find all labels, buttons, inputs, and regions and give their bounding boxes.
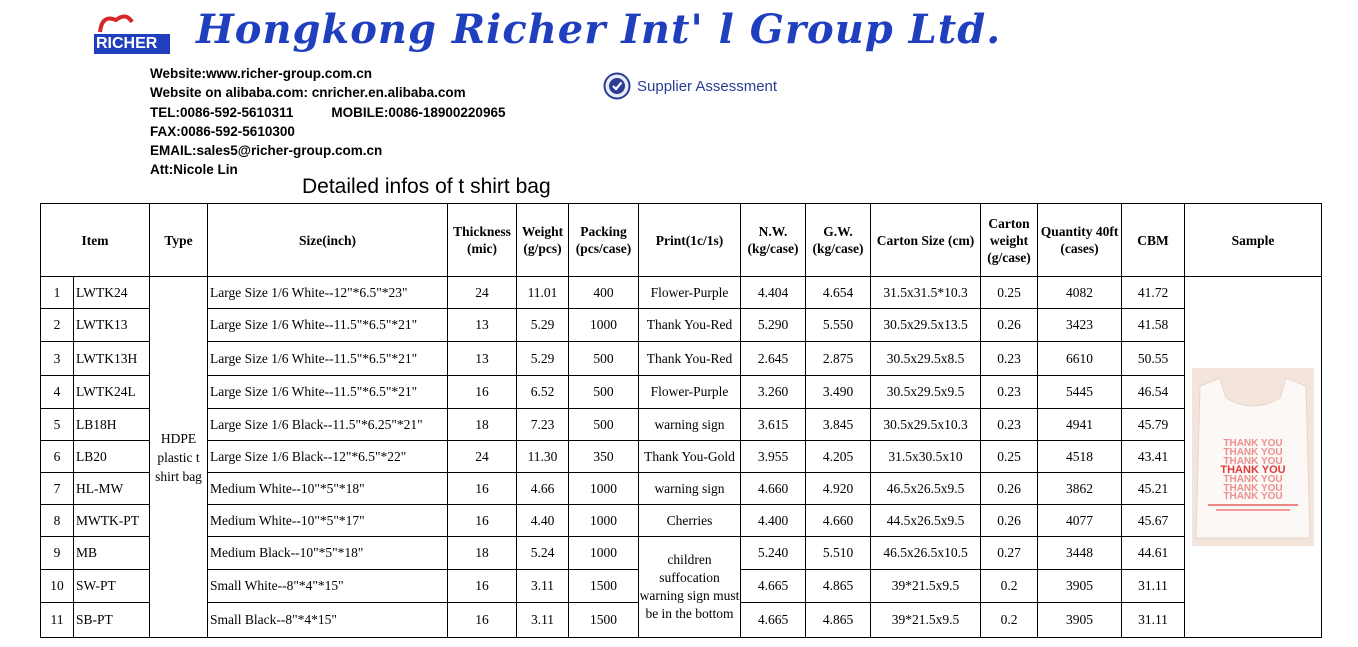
phone-line: [150, 103, 505, 122]
weight-cell: 11.30: [517, 441, 569, 473]
packing-cell: 400: [569, 277, 639, 309]
print-cell: Thank You-Gold: [639, 441, 741, 473]
cbm-cell: 43.41: [1122, 441, 1185, 473]
row-number: 1: [41, 277, 74, 309]
thickness-cell: 16: [448, 376, 517, 409]
print-cell: Cherries: [639, 505, 741, 537]
size-cell: Large Size 1/6 White--11.5"*6.5"*21": [208, 342, 448, 376]
nw-cell: 4.404: [741, 277, 806, 309]
gw-cell: 4.920: [806, 473, 871, 505]
packing-cell: 1000: [569, 537, 639, 570]
packing-cell: 1500: [569, 603, 639, 638]
header-carton-size: Carton Size (cm): [871, 204, 981, 277]
nw-cell: 4.665: [741, 570, 806, 603]
size-cell: Medium White--10"*5"*18": [208, 473, 448, 505]
header-gw: G.W. (kg/case): [806, 204, 871, 277]
quantity-cell: 5445: [1038, 376, 1122, 409]
row-number: 3: [41, 342, 74, 376]
thickness-cell: 24: [448, 277, 517, 309]
cbm-cell: 31.11: [1122, 570, 1185, 603]
packing-cell: 1500: [569, 570, 639, 603]
table-header-row: [41, 204, 1322, 277]
cbm-cell: 41.58: [1122, 309, 1185, 342]
table-row: [41, 441, 1322, 473]
item-code: LWTK13H: [74, 342, 150, 376]
carton-size-cell: 39*21.5x9.5: [871, 570, 981, 603]
packing-cell: 1000: [569, 505, 639, 537]
gw-cell: 4.205: [806, 441, 871, 473]
carton-weight-cell: 0.26: [981, 309, 1038, 342]
carton-weight-cell: 0.2: [981, 570, 1038, 603]
gw-cell: 5.510: [806, 537, 871, 570]
nw-cell: 4.665: [741, 603, 806, 638]
weight-cell: 4.40: [517, 505, 569, 537]
sample-bag-print: THANK YOU: [1223, 447, 1283, 458]
row-number: 10: [41, 570, 74, 603]
item-code: LWTK13: [74, 309, 150, 342]
carton-weight-cell: 0.25: [981, 441, 1038, 473]
header-quantity: Quantity 40ft (cases): [1038, 204, 1122, 277]
packing-cell: 1000: [569, 473, 639, 505]
weight-cell: 6.52: [517, 376, 569, 409]
gw-cell: 4.865: [806, 570, 871, 603]
weight-cell: 5.24: [517, 537, 569, 570]
sample-cell: [1185, 277, 1322, 638]
carton-size-cell: 31.5x30.5x10: [871, 441, 981, 473]
row-number: 9: [41, 537, 74, 570]
mobile-text: MOBILE:0086-18900220965: [331, 104, 506, 120]
table-row: [41, 342, 1322, 376]
header-print: Print(1c/1s): [639, 204, 741, 277]
nw-cell: 3.955: [741, 441, 806, 473]
packing-cell: 1000: [569, 309, 639, 342]
row-number: 8: [41, 505, 74, 537]
supplier-assessment-label: Supplier Assessment: [637, 77, 778, 95]
size-cell: Small Black--8"*4*15": [208, 603, 448, 638]
cbm-cell: 31.11: [1122, 603, 1185, 638]
carton-weight-cell: 0.23: [981, 376, 1038, 409]
sample-bag-print: THANK YOU: [1223, 438, 1283, 449]
gw-cell: 4.660: [806, 505, 871, 537]
gw-cell: 5.550: [806, 309, 871, 342]
size-cell: Large Size 1/6 White--12"*6.5"*23": [208, 277, 448, 309]
print-cell: Flower-Purple: [639, 277, 741, 309]
gw-cell: 2.875: [806, 342, 871, 376]
gw-cell: 3.845: [806, 409, 871, 441]
print-cell: warning sign: [639, 473, 741, 505]
sample-bag-print: THANK YOU: [1220, 464, 1286, 476]
email-line: EMAIL:sales5@richer-group.com.cn: [150, 143, 383, 159]
alibaba-line: Website on alibaba.com: cnricher.en.alibaba.com: [150, 85, 466, 101]
carton-size-cell: 30.5x29.5x13.5: [871, 309, 981, 342]
carton-size-cell: 30.5x29.5x9.5: [871, 376, 981, 409]
cbm-cell: 45.21: [1122, 473, 1185, 505]
carton-size-cell: 46.5x26.5x9.5: [871, 473, 981, 505]
packing-cell: 500: [569, 342, 639, 376]
thickness-cell: 13: [448, 309, 517, 342]
size-cell: Small White--8"*4"*15": [208, 570, 448, 603]
print-cell: Thank You-Red: [639, 342, 741, 376]
nw-cell: 2.645: [741, 342, 806, 376]
size-cell: Medium Black--10"*5"*18": [208, 537, 448, 570]
carton-weight-cell: 0.26: [981, 505, 1038, 537]
nw-cell: 5.290: [741, 309, 806, 342]
row-number: 4: [41, 376, 74, 409]
header-packing: Packing (pcs/case): [569, 204, 639, 277]
table-row: [41, 537, 1322, 570]
carton-size-cell: 44.5x26.5x9.5: [871, 505, 981, 537]
quantity-cell: 4941: [1038, 409, 1122, 441]
size-cell: Large Size 1/6 White--11.5"*6.5"*21": [208, 376, 448, 409]
gw-cell: 4.865: [806, 603, 871, 638]
richer-logo: [92, 8, 172, 58]
thickness-cell: 16: [448, 603, 517, 638]
table-row: [41, 505, 1322, 537]
carton-weight-cell: 0.23: [981, 409, 1038, 441]
thickness-cell: 13: [448, 342, 517, 376]
thickness-cell: 16: [448, 505, 517, 537]
carton-weight-cell: 0.2: [981, 603, 1038, 638]
weight-cell: 5.29: [517, 342, 569, 376]
carton-weight-cell: 0.27: [981, 537, 1038, 570]
nw-cell: 4.400: [741, 505, 806, 537]
item-code: LWTK24: [74, 277, 150, 309]
carton-weight-cell: 0.25: [981, 277, 1038, 309]
print-cell: warning sign: [639, 409, 741, 441]
carton-size-cell: 30.5x29.5x10.3: [871, 409, 981, 441]
nw-cell: 4.660: [741, 473, 806, 505]
quantity-cell: 3423: [1038, 309, 1122, 342]
size-cell: Large Size 1/6 White--11.5"*6.5"*21": [208, 309, 448, 342]
row-number: 6: [41, 441, 74, 473]
carton-size-cell: 30.5x29.5x8.5: [871, 342, 981, 376]
header-type: Type: [150, 204, 208, 277]
print-cell: children suffocation warning sign must be in the bottom: [639, 537, 741, 638]
header-weight: Weight (g/pcs): [517, 204, 569, 277]
packing-cell: 500: [569, 409, 639, 441]
table-row: [41, 309, 1322, 342]
table-row: [41, 409, 1322, 441]
item-code: LWTK24L: [74, 376, 150, 409]
size-cell: Large Size 1/6 Black--11.5"*6.25"*21": [208, 409, 448, 441]
document-title: Detailed infos of t shirt bag: [302, 175, 551, 198]
verified-seal-icon: [603, 72, 631, 100]
print-cell: Thank You-Red: [639, 309, 741, 342]
fax-line: FAX:0086-592-5610300: [150, 123, 295, 139]
logo-text: RICHER: [96, 35, 158, 52]
item-code: HL-MW: [74, 473, 150, 505]
header-thickness: Thickness (mic): [448, 204, 517, 277]
tel-text: TEL:0086-592-5610311: [150, 104, 294, 120]
nw-cell: 5.240: [741, 537, 806, 570]
sample-bag-print: THANK YOU: [1223, 474, 1283, 485]
item-code: SB-PT: [74, 603, 150, 638]
cbm-cell: 41.72: [1122, 277, 1185, 309]
quantity-cell: 3862: [1038, 473, 1122, 505]
weight-cell: 7.23: [517, 409, 569, 441]
cbm-cell: 50.55: [1122, 342, 1185, 376]
item-code: SW-PT: [74, 570, 150, 603]
cbm-cell: 44.61: [1122, 537, 1185, 570]
quantity-cell: 4518: [1038, 441, 1122, 473]
nw-cell: 3.260: [741, 376, 806, 409]
row-number: 2: [41, 309, 74, 342]
weight-cell: 5.29: [517, 309, 569, 342]
header-carton-weight: Carton weight (g/case): [981, 204, 1038, 277]
row-number: 11: [41, 603, 74, 638]
cbm-cell: 45.79: [1122, 409, 1185, 441]
carton-size-cell: 31.5x31.5*10.3: [871, 277, 981, 309]
weight-cell: 11.01: [517, 277, 569, 309]
carton-weight-cell: 0.23: [981, 342, 1038, 376]
quantity-cell: 6610: [1038, 342, 1122, 376]
item-code: MB: [74, 537, 150, 570]
quantity-cell: 3905: [1038, 603, 1122, 638]
size-cell: Large Size 1/6 Black--12"*6.5"*22": [208, 441, 448, 473]
header-item: Item: [41, 204, 150, 277]
weight-cell: 4.66: [517, 473, 569, 505]
packing-cell: 350: [569, 441, 639, 473]
packing-cell: 500: [569, 376, 639, 409]
size-cell: Medium White--10"*5"*17": [208, 505, 448, 537]
quantity-cell: 4077: [1038, 505, 1122, 537]
header-sample: Sample: [1185, 204, 1322, 277]
header-cbm: CBM: [1122, 204, 1185, 277]
weight-cell: 3.11: [517, 603, 569, 638]
quantity-cell: 3905: [1038, 570, 1122, 603]
item-code: LB18H: [74, 409, 150, 441]
thickness-cell: 16: [448, 570, 517, 603]
header-nw: N.W. (kg/case): [741, 204, 806, 277]
thickness-cell: 24: [448, 441, 517, 473]
cbm-cell: 46.54: [1122, 376, 1185, 409]
attention-line: Att:Nicole Lin: [150, 162, 238, 178]
table-row: [41, 376, 1322, 409]
row-number: 7: [41, 473, 74, 505]
quantity-cell: 4082: [1038, 277, 1122, 309]
sample-bag-print: THANK YOU: [1223, 483, 1283, 494]
thickness-cell: 18: [448, 409, 517, 441]
table-row: [41, 277, 1322, 309]
company-name: Hongkong Richer Int' l Group Ltd.: [196, 6, 1002, 53]
sample-bag-image: [1192, 368, 1314, 546]
print-cell: Flower-Purple: [639, 376, 741, 409]
sample-bag-print: THANK YOU: [1223, 456, 1283, 467]
carton-weight-cell: 0.26: [981, 473, 1038, 505]
gw-cell: 4.654: [806, 277, 871, 309]
cbm-cell: 45.67: [1122, 505, 1185, 537]
sample-bag-print: THANK YOU: [1223, 491, 1283, 502]
carton-size-cell: 46.5x26.5x10.5: [871, 537, 981, 570]
item-code: LB20: [74, 441, 150, 473]
carton-size-cell: 39*21.5x9.5: [871, 603, 981, 638]
header-size: Size(inch): [208, 204, 448, 277]
gw-cell: 3.490: [806, 376, 871, 409]
website-line: Website:www.richer-group.com.cn: [150, 66, 373, 81]
product-table: [40, 203, 1322, 638]
item-code: MWTK-PT: [74, 505, 150, 537]
contact-block: [150, 64, 505, 180]
nw-cell: 3.615: [741, 409, 806, 441]
thickness-cell: 16: [448, 473, 517, 505]
weight-cell: 3.11: [517, 570, 569, 603]
table-row: [41, 473, 1322, 505]
type-cell: HDPE plastic t shirt bag: [150, 277, 208, 638]
quantity-cell: 3448: [1038, 537, 1122, 570]
row-number: 5: [41, 409, 74, 441]
supplier-assessment-badge[interactable]: [603, 72, 777, 100]
thickness-cell: 18: [448, 537, 517, 570]
